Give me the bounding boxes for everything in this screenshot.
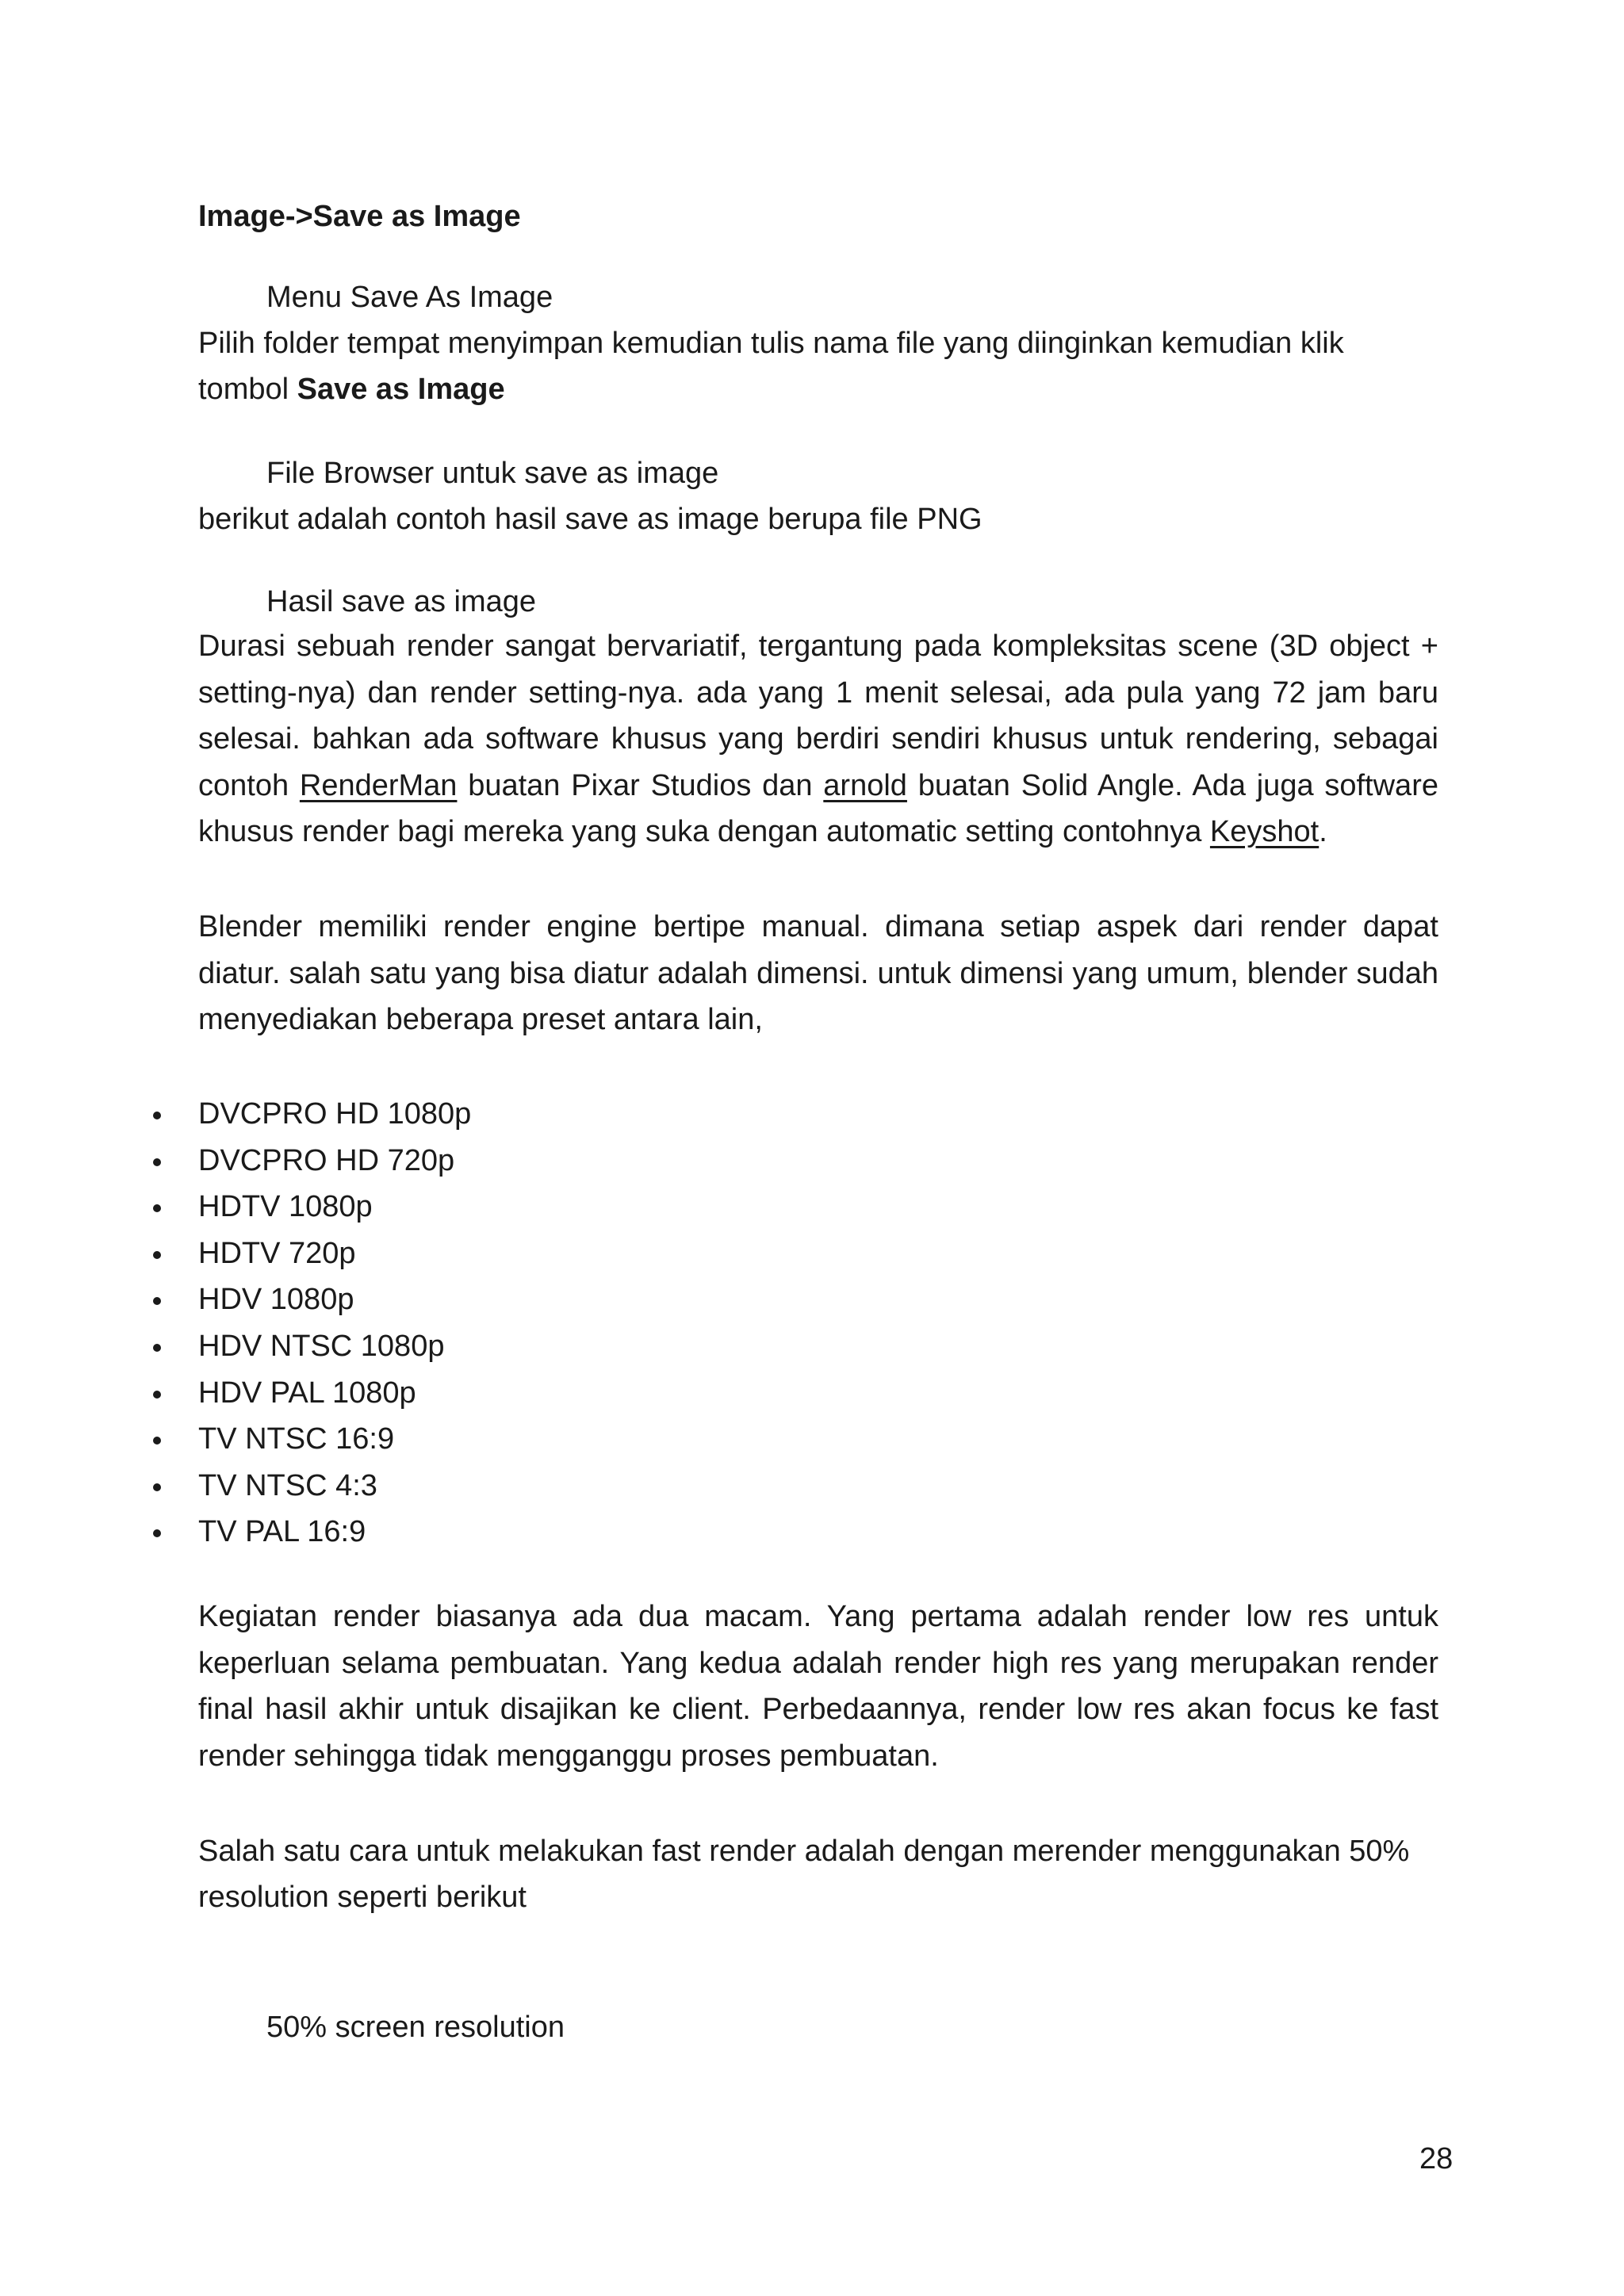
list-item: TV NTSC 16:9 bbox=[198, 1416, 471, 1463]
list-item: HDTV 720p bbox=[198, 1230, 471, 1277]
bullet-icon bbox=[153, 1344, 161, 1352]
list-item: HDV PAL 1080p bbox=[198, 1370, 471, 1417]
bullet-icon bbox=[153, 1437, 161, 1445]
list-item: TV NTSC 4:3 bbox=[198, 1463, 471, 1510]
save-as-image-label: Save as Image bbox=[297, 373, 505, 406]
paragraph-text: buatan Solid Angle. Ada juga software khusus render bagi mereka yang suka dengan automatic setting contohnya bbox=[198, 768, 1438, 848]
bullet-icon bbox=[153, 1251, 161, 1259]
paragraph-fast-render: Salah satu cara untuk melakukan fast render adalah dengan merender menggunakan 50% resolution seperti berikut bbox=[198, 1835, 1410, 1914]
paragraph-save-instructions bbox=[198, 320, 1404, 412]
bullet-icon bbox=[153, 1391, 161, 1399]
link-arnold[interactable]: arnold bbox=[823, 768, 907, 802]
page-number: 28 bbox=[1419, 2142, 1454, 2175]
list-item: HDTV 1080p bbox=[198, 1184, 471, 1230]
section-heading: Image->Save as Image bbox=[198, 200, 521, 233]
figure-caption-result: Hasil save as image bbox=[266, 585, 537, 618]
bullet-icon bbox=[153, 1529, 161, 1537]
bullet-icon bbox=[153, 1297, 161, 1305]
paragraph-text: buatan Pixar Studios dan bbox=[457, 768, 824, 802]
list-item: HDV 1080p bbox=[198, 1276, 471, 1323]
preset-list bbox=[198, 1091, 471, 1556]
paragraph-text: Durasi sebuah render sangat bervariatif, tergantung pada kompleksitas scene (3D object + setting-nya) dan render setting-nya. ada yang 1 menit selesai, ada pula yang 72 jam baru selesai. bahkan ada software khusus yang berdiri sendiri khusus untuk rendering, sebagai contoh bbox=[198, 629, 1438, 802]
paragraph-blender-presets: Blender memiliki render engine bertipe manual. dimana setiap aspek dari render dapat diatur. salah satu yang bisa diatur adalah dimensi. untuk dimensi yang umum, blender sudah menyediakan beberapa preset antara lain, bbox=[198, 910, 1438, 1036]
list-item: TV PAL 16:9 bbox=[198, 1509, 471, 1556]
figure-caption-menu: Menu Save As Image bbox=[266, 281, 553, 314]
bullet-icon bbox=[153, 1112, 161, 1119]
link-keyshot[interactable]: Keyshot bbox=[1209, 815, 1320, 848]
bullet-icon bbox=[153, 1204, 161, 1212]
figure-caption-resolution: 50% screen resolution bbox=[266, 2011, 565, 2044]
list-item: HDV NTSC 1080p bbox=[198, 1323, 471, 1370]
paragraph-render-duration bbox=[198, 623, 1438, 855]
list-item: DVCPRO HD 1080p bbox=[198, 1091, 471, 1138]
link-renderman[interactable]: RenderMan bbox=[299, 768, 458, 802]
paragraph-text: . bbox=[1319, 815, 1327, 848]
bullet-icon bbox=[153, 1158, 161, 1166]
bullet-icon bbox=[153, 1483, 161, 1491]
list-item: DVCPRO HD 720p bbox=[198, 1138, 471, 1184]
paragraph-example-intro: berikut adalah contoh hasil save as image berupa file PNG bbox=[198, 503, 982, 536]
paragraph-text: Pilih folder tempat menyimpan kemudian tulis nama file yang diinginkan kemudian klik tombol bbox=[198, 327, 1344, 406]
figure-caption-file-browser: File Browser untuk save as image bbox=[266, 457, 719, 490]
paragraph-render-types: Kegiatan render biasanya ada dua macam. Yang pertama adalah render low res untuk keperluan selama pembuatan. Yang kedua adalah render high res yang merupakan render final hasil akhir untuk disajikan ke client. Perbedaannya, render low res akan focus ke fast render sehingga tidak mengganggu proses pembuatan. bbox=[198, 1600, 1438, 1773]
